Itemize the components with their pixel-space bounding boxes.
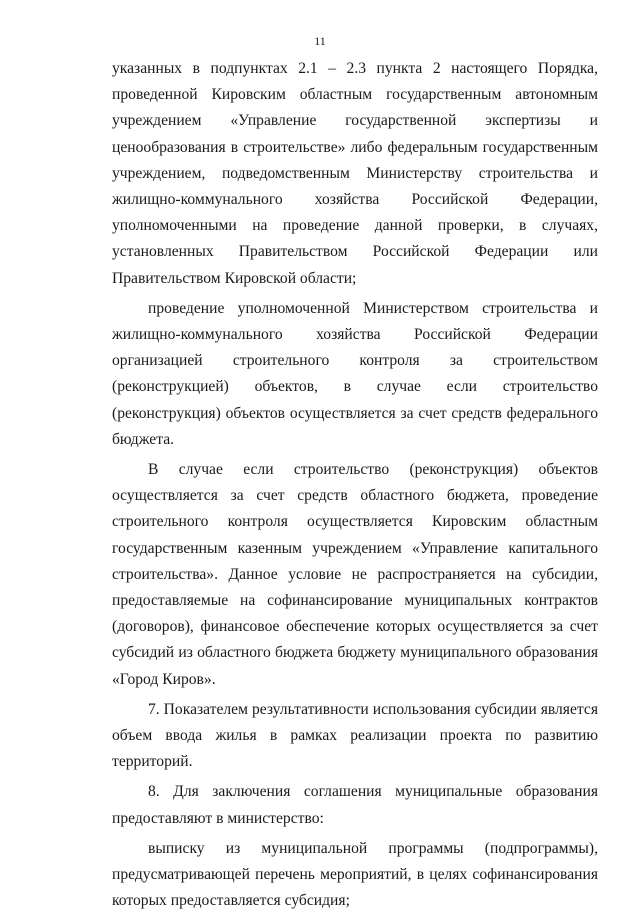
- paragraph-construction-control-federal: проведение уполномоченной Министерством строительства и жилищно-коммунального хозяйства Российской Федерации организацией строительного контроля за строительством (реконструкцией) объектов, в случае если строительство (реконструкция) объектов осуществляется за счет средств федерального бюджета.: [112, 299, 598, 448]
- paragraph-construction-control-regional: В случае если строительство (реконструкция) объектов осуществляется за счет средств областного бюджета, проведение строительного контроля осуществляется Кировским областным государственным казенным учреждением «Управление капитального строительства». Данное условие не распространяется на субсидии, предоставляемые на софинансирование муниципальных контрактов (договоров), финансовое обеспечение которых осуществляется за счет субсидий из областного бюджета бюджету муниципального образования «Город Киров».: [112, 461, 598, 688]
- paragraph-program-extract: выписку из муниципальной программы (подпрограммы), предусматривающей перечень мероприятий, в целях софинансирования которых предоставляется субсидия;: [112, 839, 598, 910]
- paragraph-continuation: указанных в подпунктах 2.1 – 2.3 пункта 2 настоящего Порядка, проведенной Кировским областным государственным автономным учреждением «Управление государственной экспертизы и ценообразования в строительстве» либо федеральным государственным учреждением, подведомственным Министерству строительства и жилищно-коммунального хозяйства Российской Федерации, уполномоченными на проведение данной проверки, в случаях, установленных Правительством Российской Федерации или Правительством Кировской области;: [112, 60, 598, 287]
- page-number: 11: [314, 34, 326, 48]
- paragraph-item-7: 7. Показателем результативности использования субсидии является объем ввода жилья в рамках реализации проекта по развитию территорий.: [112, 700, 598, 771]
- document-body: [112, 56, 598, 919]
- paragraph-item-8: 8. Для заключения соглашения муниципальные образования предоставляют в министерство:: [112, 783, 598, 827]
